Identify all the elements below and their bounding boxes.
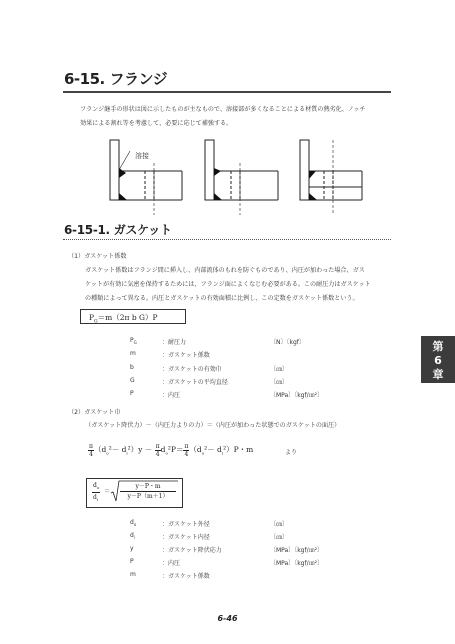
- page-number: 6-46: [217, 614, 238, 623]
- def9-symbol: P: [130, 558, 134, 565]
- formula-subscript: G: [94, 319, 98, 325]
- def7-desc: ：ガスケット内径: [162, 534, 210, 541]
- def6-unit: 〔㎝〕: [270, 521, 289, 528]
- section-title: 6-15. フランジ: [64, 70, 168, 88]
- def10-symbol: m: [130, 571, 136, 578]
- weld-label: 溶接: [135, 152, 149, 160]
- box-ratio-fraction: $d_o$ $d_i$: [93, 482, 100, 503]
- def6-desc: ：ガスケット外径: [162, 521, 210, 528]
- eq-frac-1: $\frac{\pi}{4}$: [89, 442, 93, 458]
- item2-heading: （2）ガスケット巾: [68, 409, 121, 416]
- def9-unit: 〔MPa〕〔kgf/㎝²〕: [270, 560, 324, 567]
- sqrt-numerator: y－P・m: [120, 482, 176, 492]
- def10-desc: ：ガスケット係数: [162, 573, 210, 580]
- def5-unit: 〔MPa〕〔kgf/㎝²〕: [270, 392, 324, 399]
- def7-unit: 〔㎝〕: [270, 534, 289, 541]
- item1-heading: （1）ガスケット係数: [68, 253, 127, 260]
- section-title-rule: [63, 91, 391, 93]
- def4-symbol: G: [130, 377, 135, 384]
- def1-symbol: $P_G$: [130, 337, 137, 346]
- eq-frac-3: $\frac{\pi}{4}$: [184, 442, 189, 458]
- def1-desc: ：耐圧力: [162, 339, 187, 346]
- chapter-tab: [421, 336, 455, 383]
- chapter-tab-line-3: 章: [432, 368, 444, 381]
- def8-unit: 〔MPa〕〔kgf/㎝²〕: [270, 547, 324, 554]
- def6-symbol: $d_o$: [130, 519, 137, 528]
- item1-line-3: の種類によって異なる。内圧とガスケットの有効面積に比例し、この定数をガスケット係数という。: [85, 295, 359, 302]
- sqrt-denominator: y－P（m＋1）: [127, 493, 169, 500]
- subsection-title-rule: [63, 239, 391, 240]
- formula-symbol: P: [89, 313, 95, 322]
- def1-unit: 〔N〕〔kgf〕: [270, 339, 305, 346]
- eq-frac-2: $\frac{\pi}{4}$: [155, 442, 160, 458]
- box-equals: ＝: [104, 488, 111, 495]
- item1-line-1: ガスケット係数はフランジ間に挿入し、内部流体のもれを防ぐものであり、内圧が加わった場合、ガス: [85, 267, 365, 274]
- def7-symbol: $d_i$: [130, 532, 135, 541]
- flange-joint-figure: [100, 135, 365, 215]
- def4-desc: ：ガスケットの平均直径: [162, 379, 228, 386]
- item1-line-2: ケットが有効に気密を保持するためには、フランジ面によくなじむ必要がある。この耐圧力はガスケット: [85, 281, 371, 288]
- formula-rest: ＝m（2π b G）P: [97, 313, 158, 322]
- def9-desc: ：内圧: [162, 560, 181, 567]
- intro-line-1: フランジ継手の形状は図に示したものが主なもので、溶接部が多くなることによる材質の熱劣化、ノッチ: [80, 106, 366, 113]
- sqrt-fraction: [120, 482, 176, 501]
- def8-symbol: y: [130, 545, 134, 552]
- def5-symbol: P: [130, 390, 134, 397]
- item2-explanation: （ガスケット降伏力）－（内圧力よりの力）＝（内圧が加わった状態でのガスケットの面圧）: [85, 422, 341, 429]
- def2-symbol: m: [130, 350, 136, 357]
- def3-unit: 〔㎝〕: [270, 366, 289, 373]
- def8-desc: ：ガスケット降伏応力: [162, 547, 222, 554]
- subsection-title: 6-15-1. ガスケット: [64, 223, 172, 237]
- def3-desc: ：ガスケットの有効巾: [162, 366, 222, 373]
- def2-desc: ：ガスケット係数: [162, 352, 210, 359]
- gasket-width-equation: $\frac{\pi}{4}$ $(d_o^2- d_i^2)y$ － $\frac{\pi}{4}$ $d_o^2P=$ $\frac{\pi}{4}$ $(d_o^2- d_i^2)P$・m: [89, 442, 254, 458]
- intro-line-2: 効果による割れ等を考慮して、必要に応じて補強する。: [80, 120, 233, 127]
- eq-yori: より: [285, 449, 298, 456]
- chapter-tab-line-2: 6: [434, 354, 442, 367]
- gasket-coefficient-formula: [80, 309, 186, 324]
- def3-symbol: b: [130, 364, 134, 371]
- def5-desc: ：内圧: [162, 392, 181, 399]
- def4-unit: 〔㎝〕: [270, 379, 289, 386]
- chapter-tab-line-1: 第: [432, 340, 444, 353]
